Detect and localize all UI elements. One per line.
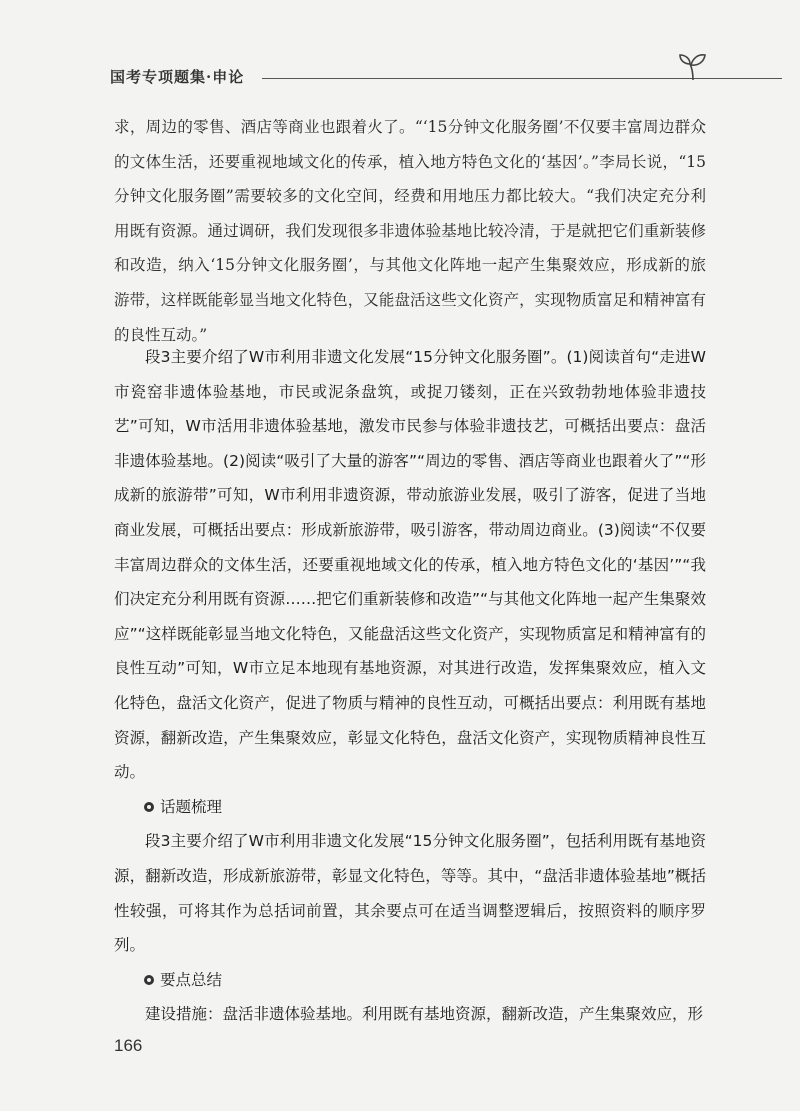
header-title: 国考专项题集·申论 <box>110 68 245 86</box>
bullet-icon <box>144 802 154 812</box>
bullet-icon <box>144 975 154 985</box>
excerpt-line: 用既有资源。通过调研，我们发现很多非遗体验基地比较冷清，于是就把它们重新装修 <box>114 221 706 240</box>
analysis-paragraph: 段3主要介绍了W市利用非遗文化发展“15分钟文化服务圈”。(1)阅读首句“走进W市瓷窑非遗体验基地，市民或泥条盘筑，或捉刀镂刻，正在兴致勃勃地体验非遗技艺”可知，W市活用非遗体验基地，激发市民参与体验非遗技艺，可概括出要点：盘活非遗体验基地。(2)阅读“吸引了大量的游客”“周边的零售、酒店等商业也跟着火了”“形成新的旅游带”可知，W市利用非遗资源，带动旅游业发展，吸引了游客，促进了当地商业发展，可概括出要点：形成新旅游带，吸引游客，带动周边商业。(3)阅读“不仅要丰富周边群众的文体生活，还要重视地域文化的传承，植入地方特色文化的‘基因’”“我们决定充分利用既有资源……把它们重新装修和改造”“与其他文化阵地一起产生集聚效应”“这样既能彰显当地文化特色，又能盘活这些文化资产，实现物质富足和精神富有的良性互动”可知，W市立足本地现有基地资源，对其进行改造，发挥集聚效应，植入文化特色，盘活文化资产，促进了物质与精神的良性互动，可概括出要点：利用既有基地资源，翻新改造，产生集聚效应，彰显文化特色，盘活文化资产，实现物质精神良性互动。 <box>114 348 706 782</box>
topic-label: 话题梳理 <box>160 797 223 816</box>
excerpt-line: 游带，这样既能彰显当地文化特色，又能盘活这些文化资产，实现物质富足和精神富有 <box>114 290 706 309</box>
excerpt-line: 分钟文化服务圈”需要较多的文化空间，经费和用地压力都比较大。“我们决定充分利 <box>114 187 706 206</box>
analysis-body <box>114 340 706 1032</box>
page-number: 166 <box>114 1036 143 1055</box>
sprout-icon <box>676 50 710 84</box>
excerpt-line: 和改造，纳入‘15分钟文化服务圈’，与其他文化阵地一起产生集聚效应，形成新的旅 <box>114 256 706 275</box>
excerpt-line: 的文体生活，还要重视地域文化的传承，植入地方特色文化的‘基因’。”李局长说，“15 <box>114 152 706 171</box>
topic-heading <box>114 790 706 825</box>
topic-paragraph: 段3主要介绍了W市利用非遗文化发展“15分钟文化服务圈”，包括利用既有基地资源，翻新改造，形成新旅游带，彰显文化特色，等等。其中，“盘活非遗体验基地”概括性较强，可将其作为总括词前置，其余要点可在适当调整逻辑后，按照资料的顺序罗列。 <box>114 832 706 955</box>
running-header <box>110 58 710 88</box>
excerpt-line: 的良性互动。” <box>114 325 208 344</box>
summary-paragraph: 建设措施：盘活非遗体验基地。利用既有基地资源，翻新改造，产生集聚效应，形 <box>145 1005 704 1024</box>
summary-heading <box>114 963 706 998</box>
material-excerpt <box>114 110 706 352</box>
excerpt-line: 求，周边的零售、酒店等商业也跟着火了。“‘15分钟文化服务圈’不仅要丰富周边群众 <box>114 118 706 136</box>
summary-label: 要点总结 <box>160 970 223 989</box>
